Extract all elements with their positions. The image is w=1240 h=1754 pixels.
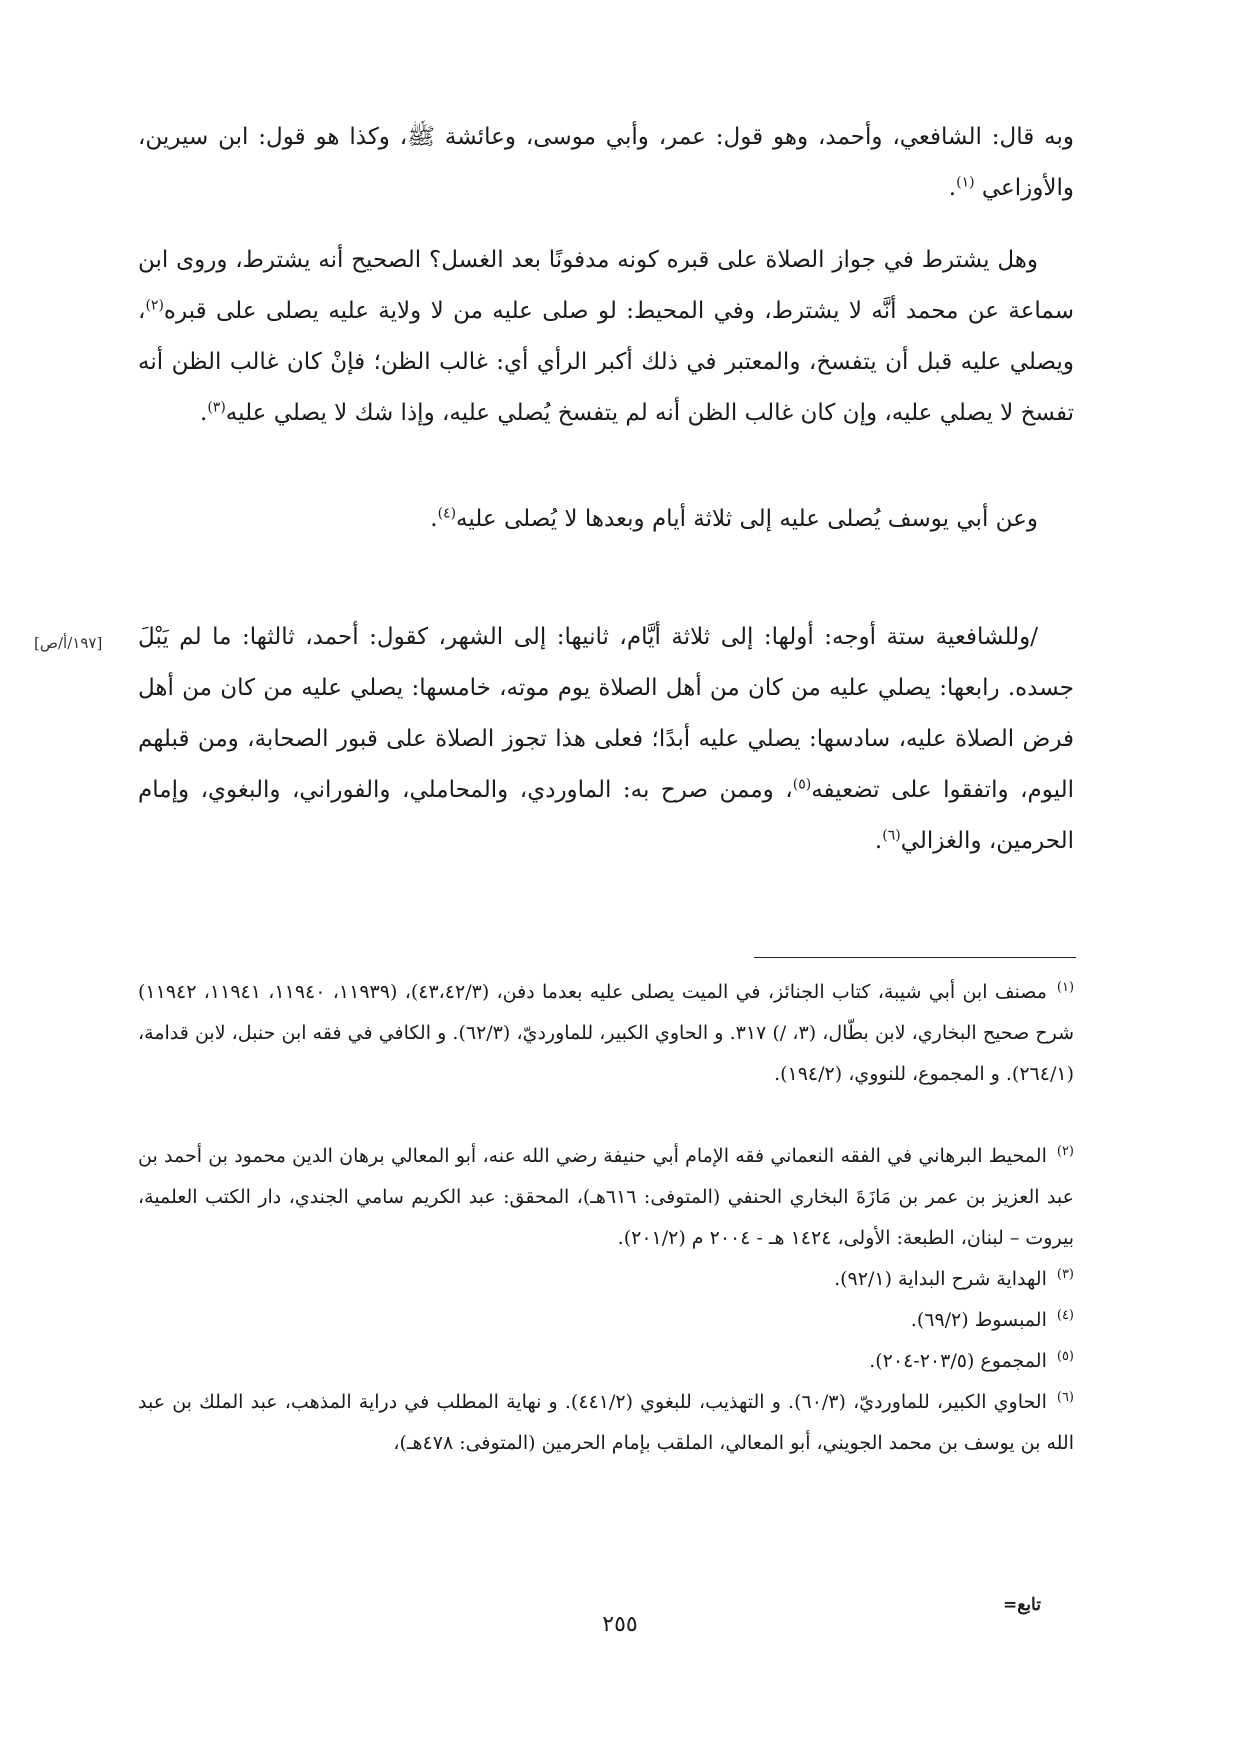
footnote-ref-6[interactable]: (٦) (882, 827, 901, 844)
continued-label: تابع= (1003, 1595, 1041, 1615)
footnote-1: $^{(١)}$مصنف ابن أبي شيبة، كتاب الجنائز، في الميت يصلى عليه بعدما دفن، (٤٣،٤٢/٣)، (١١٩٣٩، ١١٩٤٠، ١١٩٤١، ١١٩٤٢) شرح صحيح البخاري، لابن بطّال، (٣، /) ٣١٧. و الحاوي الكبير، للماورديّ، (٦٢/٣). و الكافي في فقه ابن حنبل، لابن قدامة، (٢٦٤/١). و المجموع، للنووي، (١٩٤/٢). (138, 979, 1075, 1085)
paragraph-text: /وللشافعية ستة أوجه: أولها: إلى ثلاثة أيَّام، ثانيها: إلى الشهر، كقول: أحمد، ثالثها: ما لم يَبْلَ جسده. رابعها: يصلي عليه من كان من أهل الصلاة يوم موته، خامسها: يصلي عليه من كان من أهل فرض الصلاة عليه، سادسها: يصلي عليه أبدًا؛ فعلى هذا تجوز الصلاة على قبور الصحابة، ومن قبلهم اليوم، واتفقوا على تضعيفه (138, 624, 1074, 803)
paragraph-text: وعن أبي يوسف يُصلى عليه إلى ثلاثة أيام وبعدها لا يُصلى عليه (456, 506, 1038, 532)
footnote-4: $^{(٤)}$المبسوط (٦٩/٢). (910, 1307, 1074, 1331)
footnote-6: $^{(٦)}$الحاوي الكبير، للماورديّ، (٦٠/٣). و التهذيب، للبغوي (٤٤١/٢). و نهاية المطلب في دراية المذهب، عبد الملك بن عبد الله بن يوسف بن محمد الجويني، أبو المعالي، الملقب بإمام الحرمين (المتوفى: ٤٧٨هـ)، (138, 1389, 1074, 1454)
page-number: ٢٥٥ (602, 1612, 638, 1637)
footnote-2: $^{(٢)}$المحيط البرهاني في الفقه النعماني فقه الإمام أبي حنيفة رضي الله عنه، أبو المعالي برهان الدين محمود بن أحمد بن عبد العزيز بن عمر بن مَازَةَ البخاري الحنفي (المتوفى: ٦١٦هـ)، المحقق: عبد الكريم سامي الجندي، دار الكتب العلمية، بيروت – لبنان، الطبعة: الأولى، ١٤٢٤ هـ - ٢٠٠٤ م (٢٠١/٢). (138, 1143, 1074, 1249)
footnote-5: $^{(٥)}$المجموع (٢٠٣/٥-٢٠٤). (869, 1348, 1074, 1372)
footnote-ref-5[interactable]: (٥) (792, 776, 812, 793)
paragraph-3: وعن أبي يوسف يُصلى عليه إلى ثلاثة أيام وبعدها لا يُصلى عليه$^{(٤)}$. (430, 505, 1038, 532)
footnote-ref-3[interactable]: (٣) (207, 399, 226, 416)
footnote-ref-4[interactable]: (٤) (437, 505, 457, 522)
paragraph-2: وهل يشترط في جواز الصلاة على قبره كونه مدفونًا بعد الغسل؟ الصحيح أنه يشترط، وروى ابن سماعة عن محمد أنَّه لا يشترط، وفي المحيط: لو صلى عليه من لا ولاية عليه يصلى على قبره$^{(٢)}$، ويصلي عليه قبل أن يتفسخ، والمعتبر في ذلك أكبر الرأي أي: غالب الظن؛ فإنْ كان غالب الظن أنه تفسخ لا يصلي عليه، وإن كان غالب الظن أنه لم يتفسخ يُصلي عليه، وإذا شك لا يصلي عليه$^{(٣)}$. (138, 247, 1074, 426)
footnote-ref-2[interactable]: (٢) (145, 297, 164, 314)
manuscript-folio-marker: [١٩٧/أ/ص] (34, 634, 103, 652)
paragraph-text: وبه قال: الشافعي، وأحمد، وهو قول: عمر، وأبي موسى، وعائشة ﷺ، وكذا هو قول: ابن سيرين، والأوزاعي (138, 124, 1074, 201)
paragraph-4: /وللشافعية ستة أوجه: أولها: إلى ثلاثة أيَّام، ثانيها: إلى الشهر، كقول: أحمد، ثالثها: ما لم يَبْلَ جسده. رابعها: يصلي عليه من كان من أهل الصلاة يوم موته، خامسها: يصلي عليه من كان من أهل فرض الصلاة عليه، سادسها: يصلي عليه أبدًا؛ فعلى هذا تجوز الصلاة على قبور الصحابة، ومن قبلهم اليوم، واتفقوا على تضعيفه$^{(٥)}$، وممن صرح به: الماوردي، والمحاملي، والفوراني، والبغوي، وإمام الحرمين، والغزالي$^{(٦)}$. (138, 624, 1074, 854)
footnote-3: $^{(٣)}$الهداية شرح البداية (٩٢/١). (834, 1266, 1074, 1290)
footnote-ref-1[interactable]: (١) (956, 174, 975, 191)
paragraph-1: وبه قال: الشافعي، وأحمد، وهو قول: عمر، وأبي موسى، وعائشة ﷺ، وكذا هو قول: ابن سيرين، والأوزاعي $^{(١)}$. (138, 124, 1074, 201)
footnote-divider (754, 957, 1076, 958)
paragraph-text: وهل يشترط في جواز الصلاة على قبره كونه مدفونًا بعد الغسل؟ الصحيح أنه يشترط، وروى ابن سماعة عن محمد أنَّه لا يشترط، وفي المحيط: لو صلى عليه من لا ولاية عليه يصلى على قبره (138, 247, 1074, 324)
